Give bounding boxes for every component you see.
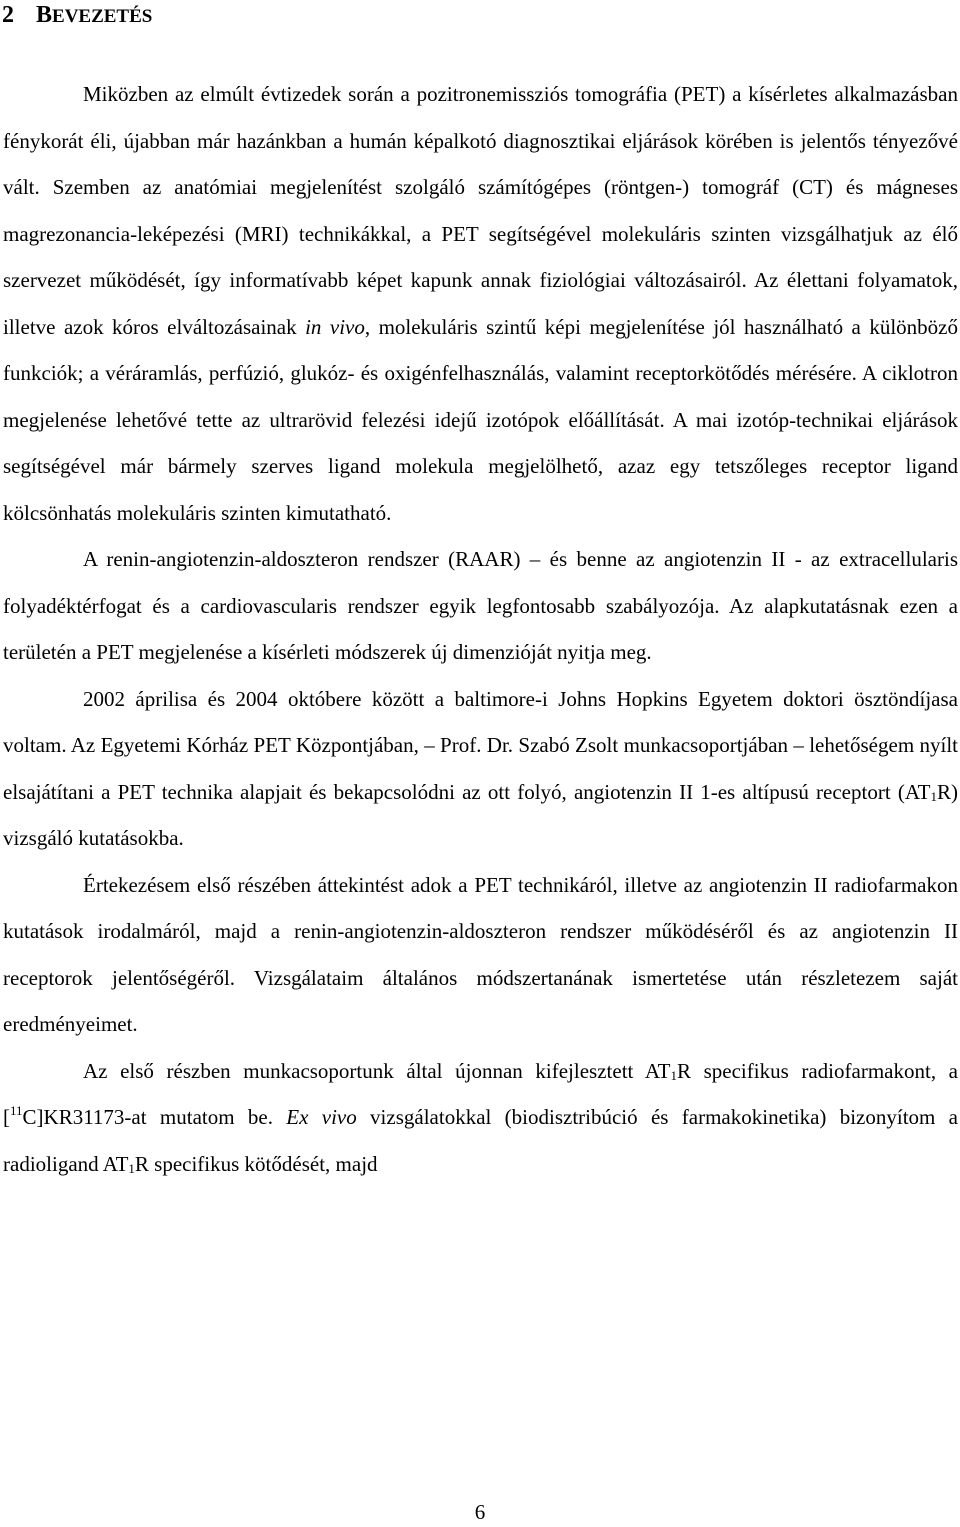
- paragraph-5-superscript: 11: [10, 1103, 23, 1118]
- paragraph-1-text: Miközben az elmúlt évtizedek során a pozitronemissziós tomográfia (PET) a kísérletes alkalmazásban fénykorát éli, újabban már hazánkban a humán képalkotó diagnosztikai eljárások körében is jelentős tényezővé vált. Szemben az anatómiai megjelenítést szolgáló számítógépes (röntgen-) tomográf (CT) és mágneses magrezonancia-leképezési (MRI) technikákkal, a PET segítségével molekuláris szinten vizsgálhatjuk az élő szervezet működését, így informatívabb képet kapunk annak fiziológiai változásairól. Az élettani folyamatok, illetve azok kóros elváltozásainak: [3, 82, 958, 339]
- chapter-title-rest: EVEZETÉS: [52, 6, 153, 27]
- paragraph-3-tail: R) vizsgáló kutatásokba.: [3, 779, 958, 850]
- page-number: 6: [474, 1500, 486, 1524]
- paragraph-5-subscript-1: 1: [670, 1067, 677, 1083]
- paragraph-1-italic: in vivo: [305, 314, 365, 339]
- paragraph-5-text: Az első részben munkacsoportunk által újonnan kifejlesztett AT: [83, 1058, 671, 1083]
- paragraph-5-text-b: R specifikus radiofarmakont, a [: [3, 1058, 958, 1129]
- paragraph-4: [3, 862, 958, 1048]
- paragraph-5-text-e: R specifikus kötődését, majd: [134, 1151, 378, 1176]
- paragraph-5-text-d: vizsgálatokkal (biodisztribúció és farmakokinetika) bizonyítom a radioligand AT: [3, 1105, 959, 1176]
- paragraph-2-text: A renin-angiotenzin-aldoszteron rendszer (RAAR) – és benne az angiotenzin II - az extracellularis folyadéktérfogat és a cardiovascularis rendszer egyik legfontosabb szabályozója. Az alapkutatásnak ezen a területén a PET megjelenése a kísérleti módszerek új dimenzióját nyitja meg.: [3, 547, 958, 664]
- paragraph-5-text-c: C]KR31173-at mutatom be.: [22, 1105, 287, 1129]
- paragraph-1: [3, 71, 958, 536]
- chapter-heading: [2, 0, 152, 34]
- paragraph-5-italic: Ex vivo: [286, 1105, 357, 1129]
- paragraph-2: [3, 536, 958, 676]
- chapter-number: 2: [2, 2, 14, 28]
- paragraph-3-subscript: 1: [930, 788, 937, 804]
- paragraph-3: [3, 676, 958, 862]
- paragraph-1-tail: , molekuláris szintű képi megjelenítése jól használható a különböző funkciók; a véráramlás, perfúzió, glukóz- és oxigénfelhasználás, valamint receptorkötődés mérésére. A ciklotron megjelenése lehetővé tette az ultrarövid felezési idejű izotópok előállítását. A mai izotóp-technikai eljárások segítségével már bármely szerves ligand molekula megjelölhető, azaz egy tetszőleges receptor ligand kölcsönhatás molekuláris szinten kimutatható.: [3, 314, 958, 525]
- body-text: [3, 71, 958, 1187]
- paragraph-5: [3, 1048, 958, 1188]
- chapter-title-initial: B: [36, 2, 53, 28]
- paragraph-5-subscript-2: 1: [128, 1160, 135, 1176]
- paragraph-4-text: Értekezésem első részében áttekintést adok a PET technikáról, illetve az angiotenzin II radiofarmakon kutatások irodalmáról, majd a renin-angiotenzin-aldoszteron rendszer működéséről és az angiotenzin II receptorok jelentőségéről. Vizsgálataim általános módszertanának ismertetése után részletezem saját eredményeimet.: [3, 872, 958, 1036]
- paragraph-3-text: 2002 áprilisa és 2004 októbere között a baltimore-i Johns Hopkins Egyetem doktori ösztöndíjasa voltam. Az Egyetemi Kórház PET Központjában, – Prof. Dr. Szabó Zsolt munkacsoportjában – lehetőségem nyílt elsajátítani a PET technika alapjait és bekapcsolódni az ott folyó, angiotenzin II 1-es altípusú receptort (AT: [3, 686, 958, 804]
